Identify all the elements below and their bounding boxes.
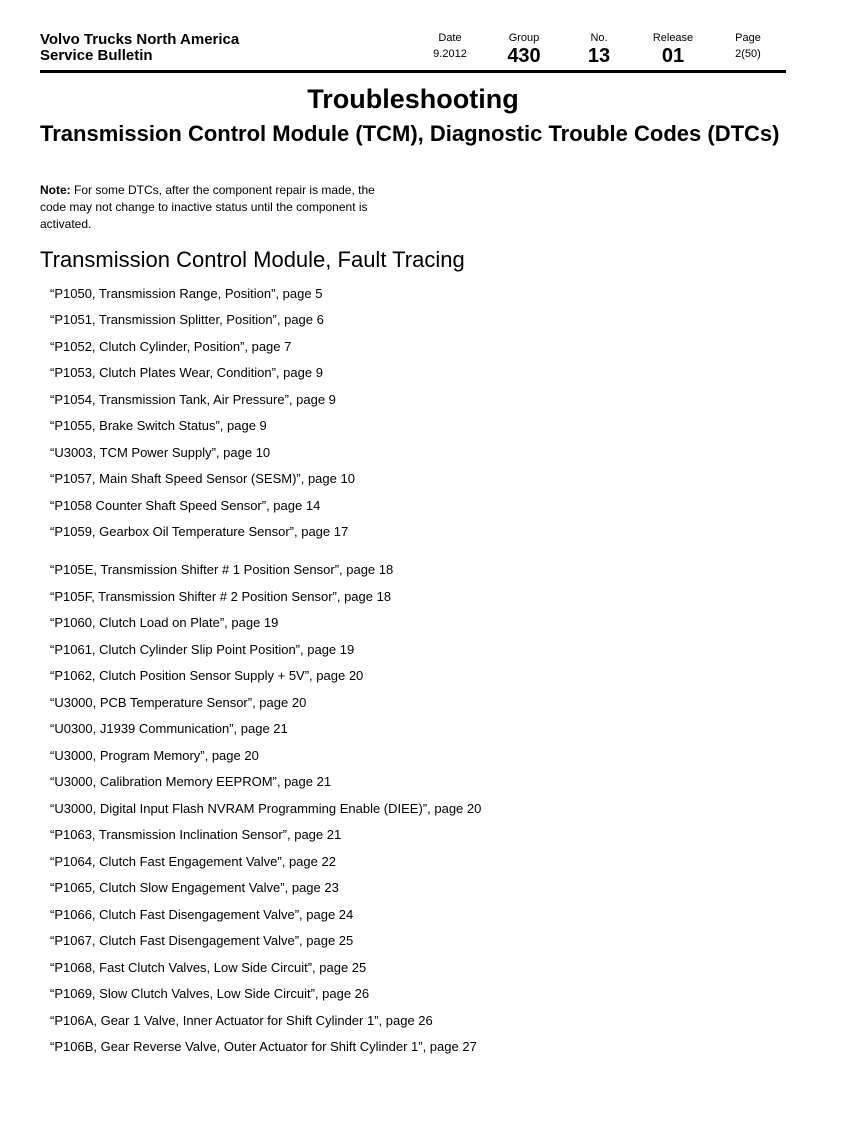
- note-label: Note:: [40, 183, 71, 197]
- group-label: Group: [508, 32, 540, 44]
- list-item[interactable]: “P1066, Clutch Fast Disengagement Valve”, page 24: [50, 907, 354, 922]
- list-item[interactable]: “P1057, Main Shaft Speed Sensor (SESM)”, page 10: [50, 471, 355, 486]
- document-type: Service Bulletin: [40, 47, 153, 64]
- company-block: [40, 32, 239, 64]
- header-divider: [40, 70, 786, 73]
- list-item[interactable]: “P1060, Clutch Load on Plate”, page 19: [50, 615, 279, 630]
- list-item[interactable]: “P1058 Counter Shaft Speed Sensor”, page 14: [50, 498, 321, 513]
- list-item[interactable]: “U3003, TCM Power Supply”, page 10: [50, 445, 271, 460]
- page-title: Troubleshooting: [307, 84, 519, 114]
- list-item[interactable]: “P1063, Transmission Inclination Sensor”, page 21: [50, 827, 342, 842]
- release-value: 01: [661, 45, 685, 67]
- list-item[interactable]: “U3000, Calibration Memory EEPROM”, page 21: [50, 774, 332, 789]
- list-item[interactable]: “P1065, Clutch Slow Engagement Valve”, page 23: [50, 880, 339, 895]
- list-item[interactable]: “P1055, Brake Switch Status”, page 9: [50, 418, 267, 433]
- list-item[interactable]: “P1067, Clutch Fast Disengagement Valve”, page 25: [50, 933, 354, 948]
- number-label: No.: [590, 32, 608, 44]
- number-field: [569, 32, 629, 67]
- list-item[interactable]: “P1061, Clutch Cylinder Slip Point Position”, page 19: [50, 642, 355, 657]
- section-title: Transmission Control Module, Fault Tracing: [40, 247, 465, 272]
- list-item[interactable]: “U0300, J1939 Communication”, page 21: [50, 721, 288, 736]
- list-item[interactable]: “P1069, Slow Clutch Valves, Low Side Circuit”, page 26: [50, 986, 370, 1001]
- note-text: For some DTCs, after the component repair is made, the code may not change to inactive status until the component is activated.: [40, 183, 375, 231]
- page-field: [718, 32, 778, 63]
- list-item[interactable]: “P1051, Transmission Splitter, Position”, page 6: [50, 312, 324, 327]
- list-item[interactable]: “P1059, Gearbox Oil Temperature Sensor”, page 17: [50, 524, 349, 539]
- list-item[interactable]: “P1054, Transmission Tank, Air Pressure”, page 9: [50, 392, 336, 407]
- list-item[interactable]: “P1053, Clutch Plates Wear, Condition”, page 9: [50, 365, 323, 380]
- list-item[interactable]: “P105E, Transmission Shifter # 1 Position Sensor”, page 18: [50, 562, 394, 577]
- list-item[interactable]: “U3000, PCB Temperature Sensor”, page 20: [50, 695, 307, 710]
- date-label: Date: [438, 32, 462, 44]
- date-value: 9.2012: [433, 48, 467, 60]
- list-item[interactable]: “U3000, Digital Input Flash NVRAM Programming Enable (DIEE)”, page 20: [50, 801, 482, 816]
- list-item[interactable]: “P1068, Fast Clutch Valves, Low Side Circuit”, page 25: [50, 960, 367, 975]
- group-field: [494, 32, 554, 67]
- release-field: [643, 32, 703, 67]
- release-label: Release: [652, 32, 694, 44]
- page-label: Page: [735, 32, 761, 44]
- list-item[interactable]: “P1064, Clutch Fast Engagement Valve”, page 22: [50, 854, 336, 869]
- page-subtitle: Transmission Control Module (TCM), Diagnostic Trouble Codes (DTCs): [40, 121, 780, 146]
- list-item[interactable]: “P1052, Clutch Cylinder, Position”, page 7: [50, 339, 292, 354]
- bulletin-header: [40, 31, 786, 73]
- number-value: 13: [587, 45, 611, 67]
- company-name: Volvo Trucks North America: [40, 31, 240, 48]
- list-item[interactable]: “P106B, Gear Reverse Valve, Outer Actuator for Shift Cylinder 1”, page 27: [50, 1039, 477, 1054]
- note-paragraph: [40, 182, 400, 233]
- list-item[interactable]: “U3000, Program Memory”, page 20: [50, 748, 259, 763]
- page-value: 2(50): [735, 48, 761, 60]
- group-value: 430: [507, 45, 541, 67]
- list-item[interactable]: “P105F, Transmission Shifter # 2 Position Sensor”, page 18: [50, 589, 392, 604]
- list-item[interactable]: “P106A, Gear 1 Valve, Inner Actuator for Shift Cylinder 1”, page 26: [50, 1013, 433, 1028]
- date-field: [420, 32, 480, 63]
- list-item[interactable]: “P1050, Transmission Range, Position”, page 5: [50, 286, 323, 301]
- list-item[interactable]: “P1062, Clutch Position Sensor Supply + 5V”, page 20: [50, 668, 364, 683]
